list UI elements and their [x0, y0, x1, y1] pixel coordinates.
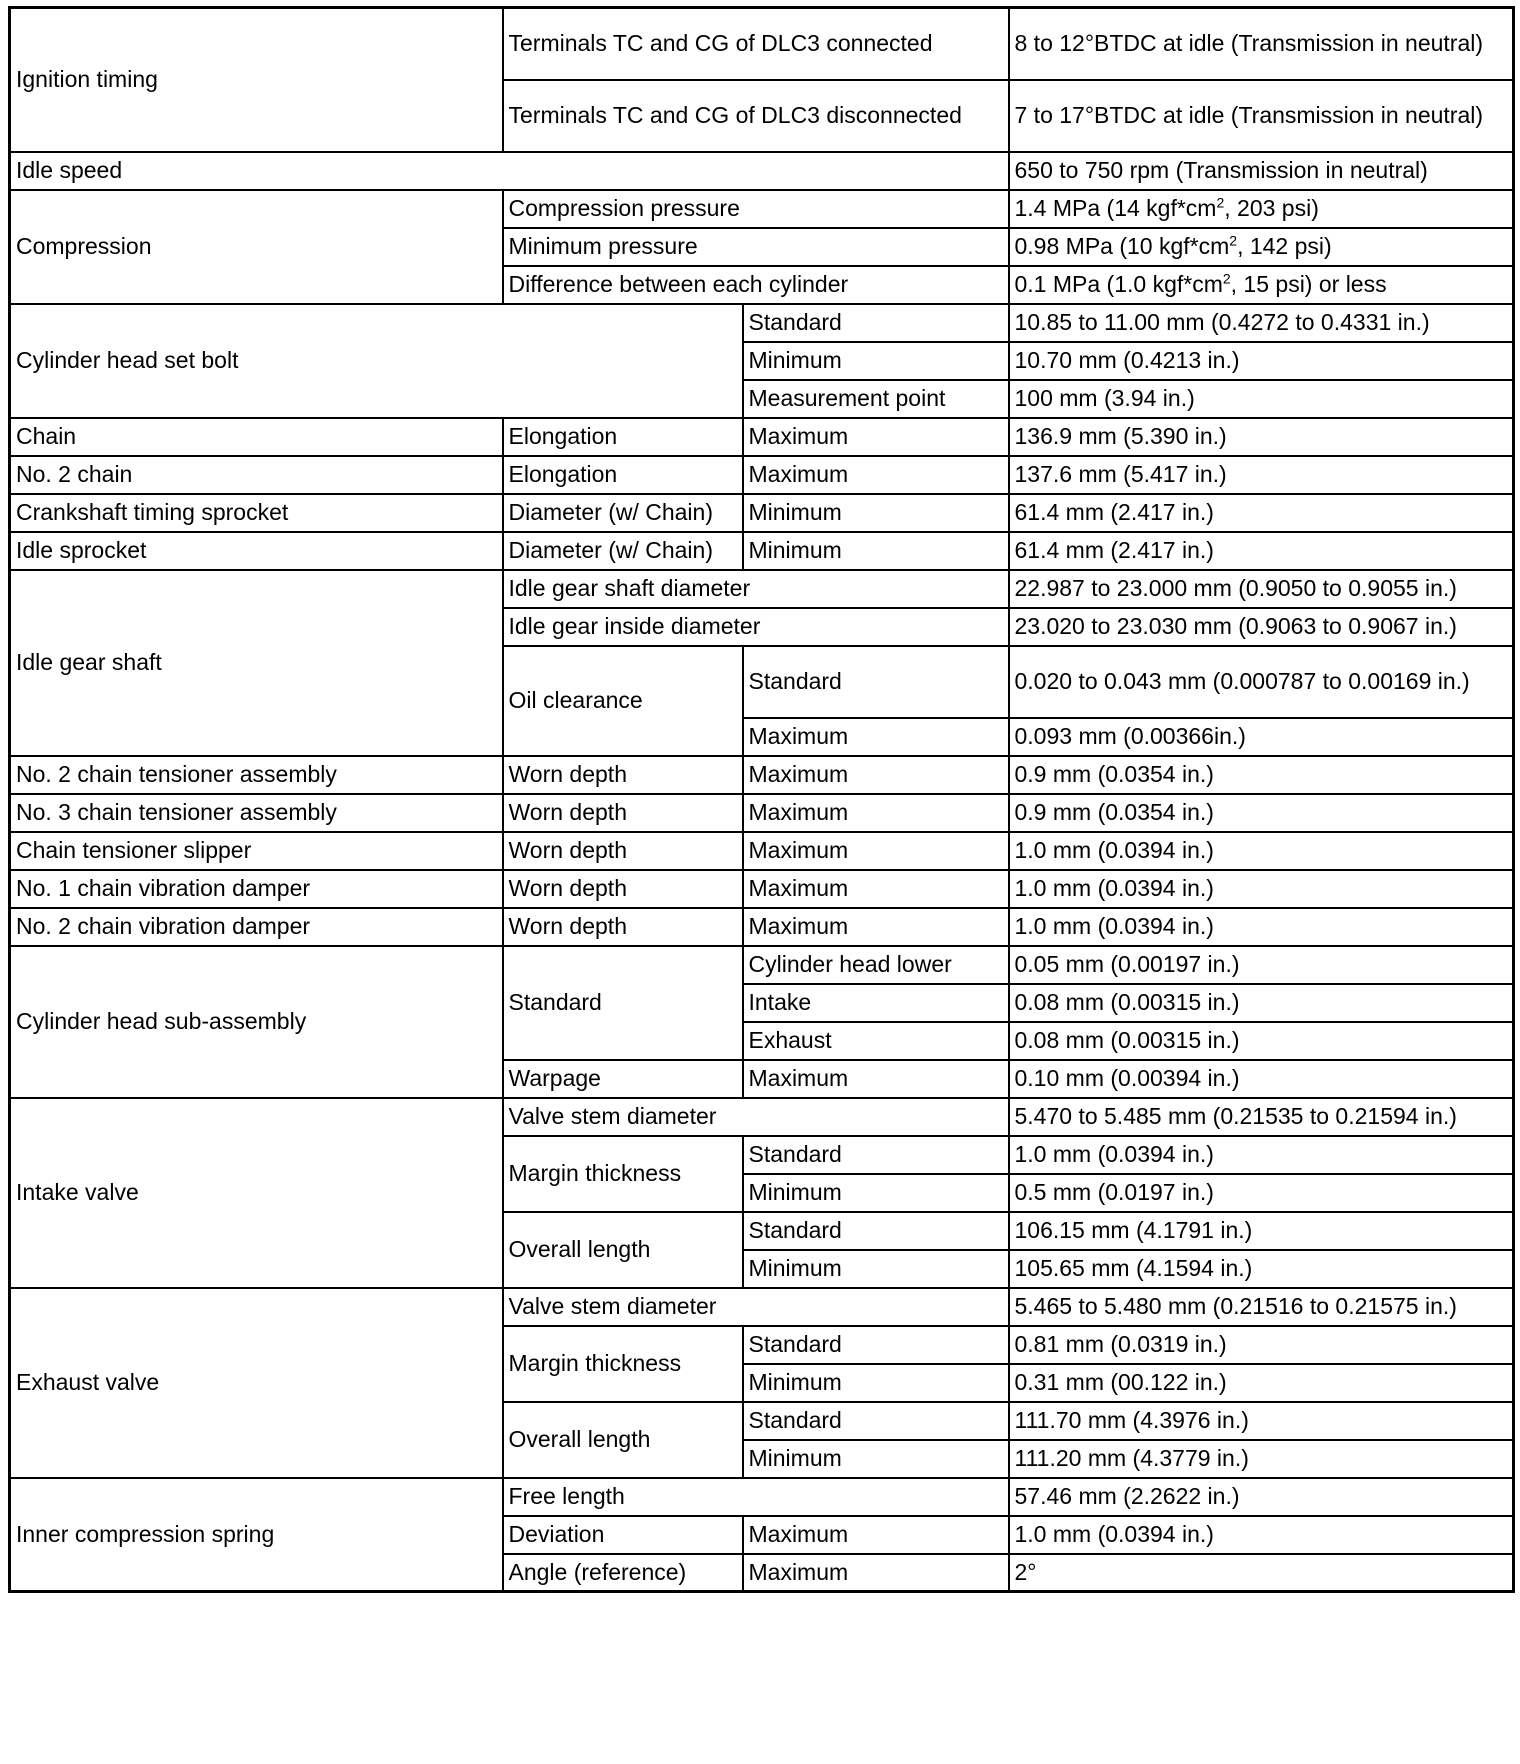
value-cell: 61.4 mm (2.417 in.)	[1009, 532, 1514, 570]
row-label: Exhaust valve	[10, 1288, 503, 1478]
value-cell: 137.6 mm (5.417 in.)	[1009, 456, 1514, 494]
spec-cell: Maximum	[743, 756, 1009, 794]
spec-cell: Intake	[743, 984, 1009, 1022]
value-cell: 100 mm (3.94 in.)	[1009, 380, 1514, 418]
item-cell: Idle gear shaft diameter	[503, 570, 1009, 608]
table-row	[10, 1478, 1514, 1516]
value-cell: 1.0 mm (0.0394 in.)	[1009, 1516, 1514, 1554]
item-cell: Elongation	[503, 456, 743, 494]
value-cell: 2°	[1009, 1554, 1514, 1592]
table-row	[10, 304, 1514, 342]
value-cell: 0.9 mm (0.0354 in.)	[1009, 756, 1514, 794]
value-cell: 0.81 mm (0.0319 in.)	[1009, 1326, 1514, 1364]
spec-cell: Maximum	[743, 832, 1009, 870]
value-cell: 1.0 mm (0.0394 in.)	[1009, 908, 1514, 946]
value-cell: 1.0 mm (0.0394 in.)	[1009, 832, 1514, 870]
value-cell: 105.65 mm (4.1594 in.)	[1009, 1250, 1514, 1288]
item-cell: Oil clearance	[503, 646, 743, 756]
table-row	[10, 1098, 1514, 1136]
value-cell: 1.4 MPa (14 $kgf*cm^2$, 203 psi)	[1009, 190, 1514, 228]
value-cell: 0.093 mm (0.00366in.)	[1009, 718, 1514, 756]
value-cell: 0.5 mm (0.0197 in.)	[1009, 1174, 1514, 1212]
spec-cell: Standard	[743, 646, 1009, 718]
item-cell: Worn depth	[503, 870, 743, 908]
value-cell: 8 to 12°BTDC at idle (Transmission in neutral)	[1009, 8, 1514, 80]
value-cell: 57.46 mm (2.2622 in.)	[1009, 1478, 1514, 1516]
item-cell: Compression pressure	[503, 190, 1009, 228]
table-row	[10, 946, 1514, 984]
value-cell: 10.70 mm (0.4213 in.)	[1009, 342, 1514, 380]
row-label: Cylinder head sub-assembly	[10, 946, 503, 1098]
table-row	[10, 832, 1514, 870]
spec-cell: Measurement point	[743, 380, 1009, 418]
item-cell: Worn depth	[503, 756, 743, 794]
table-row	[10, 8, 1514, 80]
item-cell: Idle gear inside diameter	[503, 608, 1009, 646]
table-row	[10, 870, 1514, 908]
spec-cell: Standard	[743, 1326, 1009, 1364]
row-label: Idle sprocket	[10, 532, 503, 570]
value-cell: 0.10 mm (0.00394 in.)	[1009, 1060, 1514, 1098]
table-row	[10, 494, 1514, 532]
spec-cell: Minimum	[743, 1174, 1009, 1212]
value-cell: 1.0 mm (0.0394 in.)	[1009, 1136, 1514, 1174]
value-cell: 0.08 mm (0.00315 in.)	[1009, 984, 1514, 1022]
table-row	[10, 190, 1514, 228]
item-cell: Standard	[503, 946, 743, 1060]
value-cell: 111.70 mm (4.3976 in.)	[1009, 1402, 1514, 1440]
spec-cell: Standard	[743, 304, 1009, 342]
item-cell: Free length	[503, 1478, 1009, 1516]
item-cell: Elongation	[503, 418, 743, 456]
spec-cell: Maximum	[743, 1554, 1009, 1592]
row-label: Compression	[10, 190, 503, 304]
spec-cell: Maximum	[743, 418, 1009, 456]
item-cell: Margin thickness	[503, 1326, 743, 1402]
spec-cell: Standard	[743, 1136, 1009, 1174]
spec-cell: Minimum	[743, 1364, 1009, 1402]
value-cell: 0.05 mm (0.00197 in.)	[1009, 946, 1514, 984]
value-cell: 0.98 MPa (10 $kgf*cm^2$, 142 psi)	[1009, 228, 1514, 266]
spec-cell: Exhaust	[743, 1022, 1009, 1060]
value-cell: 5.470 to 5.485 mm (0.21535 to 0.21594 in.)	[1009, 1098, 1514, 1136]
table-row	[10, 418, 1514, 456]
table-row	[10, 756, 1514, 794]
value-cell: 5.465 to 5.480 mm (0.21516 to 0.21575 in.)	[1009, 1288, 1514, 1326]
table-row	[10, 1288, 1514, 1326]
value-cell: 61.4 mm (2.417 in.)	[1009, 494, 1514, 532]
value-cell: 106.15 mm (4.1791 in.)	[1009, 1212, 1514, 1250]
item-cell: Diameter (w/ Chain)	[503, 494, 743, 532]
item-cell: Worn depth	[503, 832, 743, 870]
spec-cell: Cylinder head lower	[743, 946, 1009, 984]
value-cell: 0.08 mm (0.00315 in.)	[1009, 1022, 1514, 1060]
table-row	[10, 908, 1514, 946]
item-cell: Deviation	[503, 1516, 743, 1554]
table-row	[10, 152, 1514, 190]
value-cell: 0.9 mm (0.0354 in.)	[1009, 794, 1514, 832]
row-label: No. 3 chain tensioner assembly	[10, 794, 503, 832]
specification-table	[8, 6, 1515, 1593]
row-label: Crankshaft timing sprocket	[10, 494, 503, 532]
spec-cell: Maximum	[743, 456, 1009, 494]
row-label: Idle gear shaft	[10, 570, 503, 756]
spec-cell: Maximum	[743, 1060, 1009, 1098]
table-row	[10, 532, 1514, 570]
item-cell: Valve stem diameter	[503, 1288, 1009, 1326]
value-cell: 23.020 to 23.030 mm (0.9063 to 0.9067 in.)	[1009, 608, 1514, 646]
value-cell: 7 to 17°BTDC at idle (Transmission in neutral)	[1009, 80, 1514, 152]
table-row	[10, 570, 1514, 608]
item-cell: Valve stem diameter	[503, 1098, 1009, 1136]
spec-cell: Maximum	[743, 908, 1009, 946]
value-cell: 0.31 mm (00.122 in.)	[1009, 1364, 1514, 1402]
row-label: Idle speed	[10, 152, 1009, 190]
value-cell: 0.020 to 0.043 mm (0.000787 to 0.00169 in.)	[1009, 646, 1514, 718]
item-cell: Margin thickness	[503, 1136, 743, 1212]
row-label: Chain	[10, 418, 503, 456]
condition-cell: Terminals TC and CG of DLC3 disconnected	[503, 80, 1009, 152]
value-cell: 1.0 mm (0.0394 in.)	[1009, 870, 1514, 908]
value-cell: 22.987 to 23.000 mm (0.9050 to 0.9055 in.)	[1009, 570, 1514, 608]
condition-cell: Terminals TC and CG of DLC3 connected	[503, 8, 1009, 80]
table-row	[10, 794, 1514, 832]
value-cell: 136.9 mm (5.390 in.)	[1009, 418, 1514, 456]
spec-cell: Standard	[743, 1402, 1009, 1440]
item-cell: Overall length	[503, 1212, 743, 1288]
spec-cell: Maximum	[743, 1516, 1009, 1554]
row-label: No. 2 chain tensioner assembly	[10, 756, 503, 794]
item-cell: Worn depth	[503, 908, 743, 946]
item-cell: Diameter (w/ Chain)	[503, 532, 743, 570]
row-label: Cylinder head set bolt	[10, 304, 743, 418]
spec-cell: Minimum	[743, 494, 1009, 532]
spec-cell: Minimum	[743, 342, 1009, 380]
spec-cell: Maximum	[743, 718, 1009, 756]
row-label: No. 2 chain vibration damper	[10, 908, 503, 946]
item-cell: Angle (reference)	[503, 1554, 743, 1592]
row-label: Chain tensioner slipper	[10, 832, 503, 870]
row-label: Inner compression spring	[10, 1478, 503, 1592]
spec-cell: Minimum	[743, 532, 1009, 570]
value-cell: 10.85 to 11.00 mm (0.4272 to 0.4331 in.)	[1009, 304, 1514, 342]
value-cell: 650 to 750 rpm (Transmission in neutral)	[1009, 152, 1514, 190]
item-cell: Warpage	[503, 1060, 743, 1098]
table-row	[10, 456, 1514, 494]
spec-cell: Minimum	[743, 1440, 1009, 1478]
item-cell: Overall length	[503, 1402, 743, 1478]
spec-cell: Maximum	[743, 870, 1009, 908]
item-cell: Minimum pressure	[503, 228, 1009, 266]
value-cell: 111.20 mm (4.3779 in.)	[1009, 1440, 1514, 1478]
item-cell: Worn depth	[503, 794, 743, 832]
row-label: No. 2 chain	[10, 456, 503, 494]
row-label: No. 1 chain vibration damper	[10, 870, 503, 908]
row-label: Intake valve	[10, 1098, 503, 1288]
item-cell: Difference between each cylinder	[503, 266, 1009, 304]
spec-cell: Minimum	[743, 1250, 1009, 1288]
row-label: Ignition timing	[10, 8, 503, 152]
value-cell: 0.1 MPa (1.0 $kgf*cm^2$, 15 psi) or less	[1009, 266, 1514, 304]
spec-cell: Standard	[743, 1212, 1009, 1250]
spec-cell: Maximum	[743, 794, 1009, 832]
